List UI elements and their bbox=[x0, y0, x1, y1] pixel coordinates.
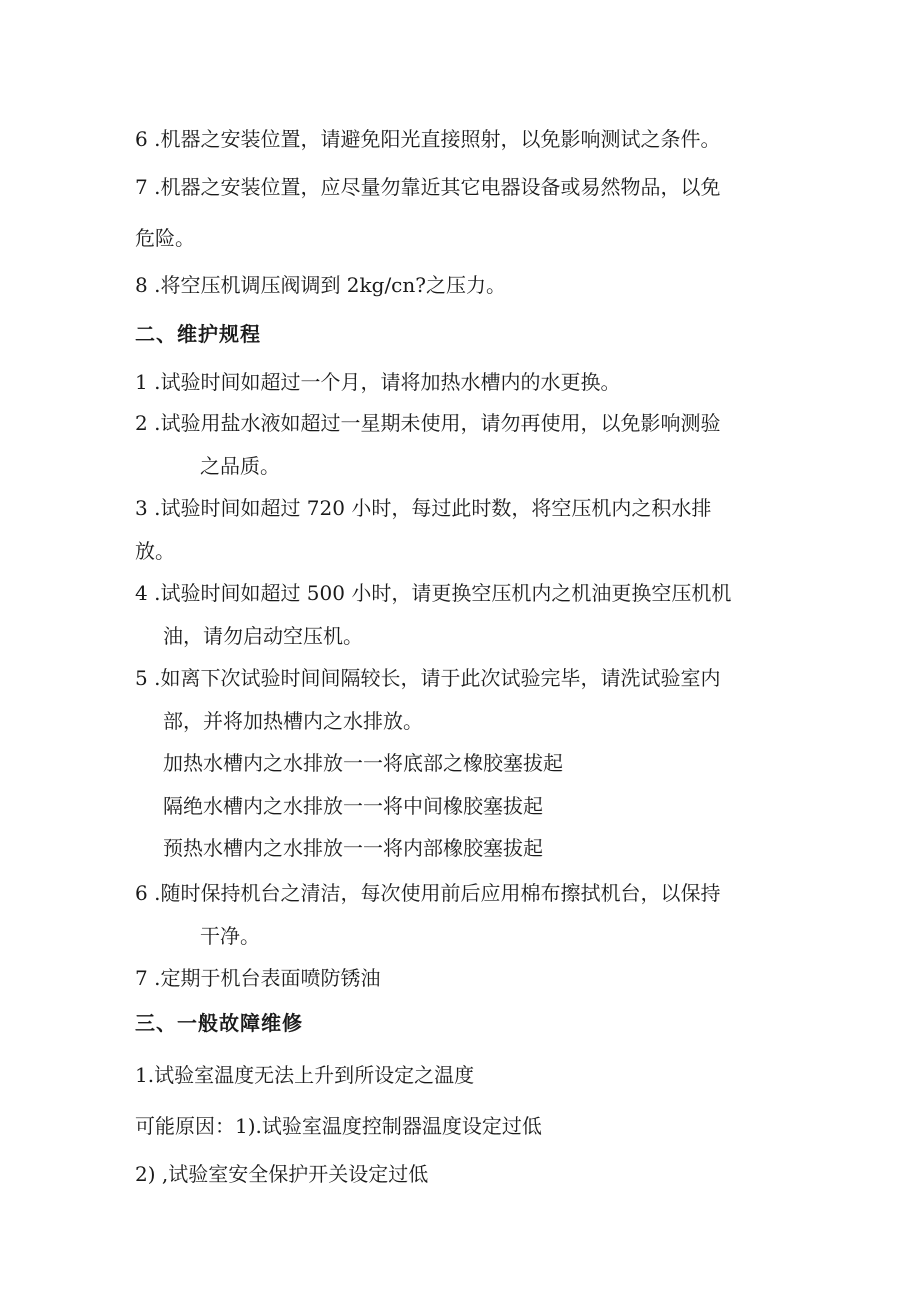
text-line: 油，请勿启动空压机。 bbox=[163, 624, 363, 648]
text-line: 隔绝水槽内之水排放一一将中间橡胶塞拔起 bbox=[163, 794, 543, 818]
text-line: 7 .定期于机台表面喷防锈油 bbox=[135, 966, 381, 990]
text-line: 3 .试验时间如超过 720 小时，每过此时数，将空压机内之积水排 bbox=[135, 496, 712, 520]
text-line: 可能原因：1).试验室温度控制器温度设定过低 bbox=[135, 1114, 542, 1138]
text-line: 5 .如离下次试验时间间隔较长，请于此次试验完毕，请洗试验室内 bbox=[135, 666, 721, 690]
text-line: 放。 bbox=[135, 539, 175, 563]
text-line: 2) ,试验室安全保护开关设定过低 bbox=[135, 1162, 429, 1186]
text-line: 1 .试验时间如超过一个月，请将加热水槽内的水更换。 bbox=[135, 370, 621, 394]
text-line: 加热水槽内之水排放一一将底部之橡胶塞拔起 bbox=[163, 751, 563, 775]
text-line: 预热水槽内之水排放一一将内部橡胶塞拔起 bbox=[163, 836, 543, 860]
text-line: 干净。 bbox=[200, 924, 260, 948]
text-line: 6 .机器之安装位置，请避免阳光直接照射，以免影响测试之条件。 bbox=[135, 127, 721, 151]
text-line: 之品质。 bbox=[200, 454, 280, 478]
section-heading: 三、一般故障维修 bbox=[135, 1011, 303, 1035]
text-line: 危险。 bbox=[135, 226, 195, 250]
text-line: 2 .试验用盐水液如超过一星期未使用，请勿再使用，以免影响测验 bbox=[135, 411, 721, 435]
text-line: 6 .随时保持机台之清洁，每次使用前后应用棉布擦拭机台，以保持 bbox=[135, 881, 721, 905]
text-line: 4 .试验时间如超过 500 小时，请更换空压机内之机油更换空压机机 bbox=[135, 581, 732, 605]
text-line: 1.试验室温度无法上升到所设定之温度 bbox=[135, 1063, 475, 1087]
text-line: 部，并将加热槽内之水排放。 bbox=[163, 709, 423, 733]
section-heading: 二、维护规程 bbox=[135, 322, 261, 346]
text-line: 8 .将空压机调压阀调到 2kg/cn?之压力。 bbox=[135, 273, 506, 297]
text-line: 7 .机器之安装位置，应尽量勿靠近其它电器设备或易然物品，以免 bbox=[135, 175, 721, 199]
